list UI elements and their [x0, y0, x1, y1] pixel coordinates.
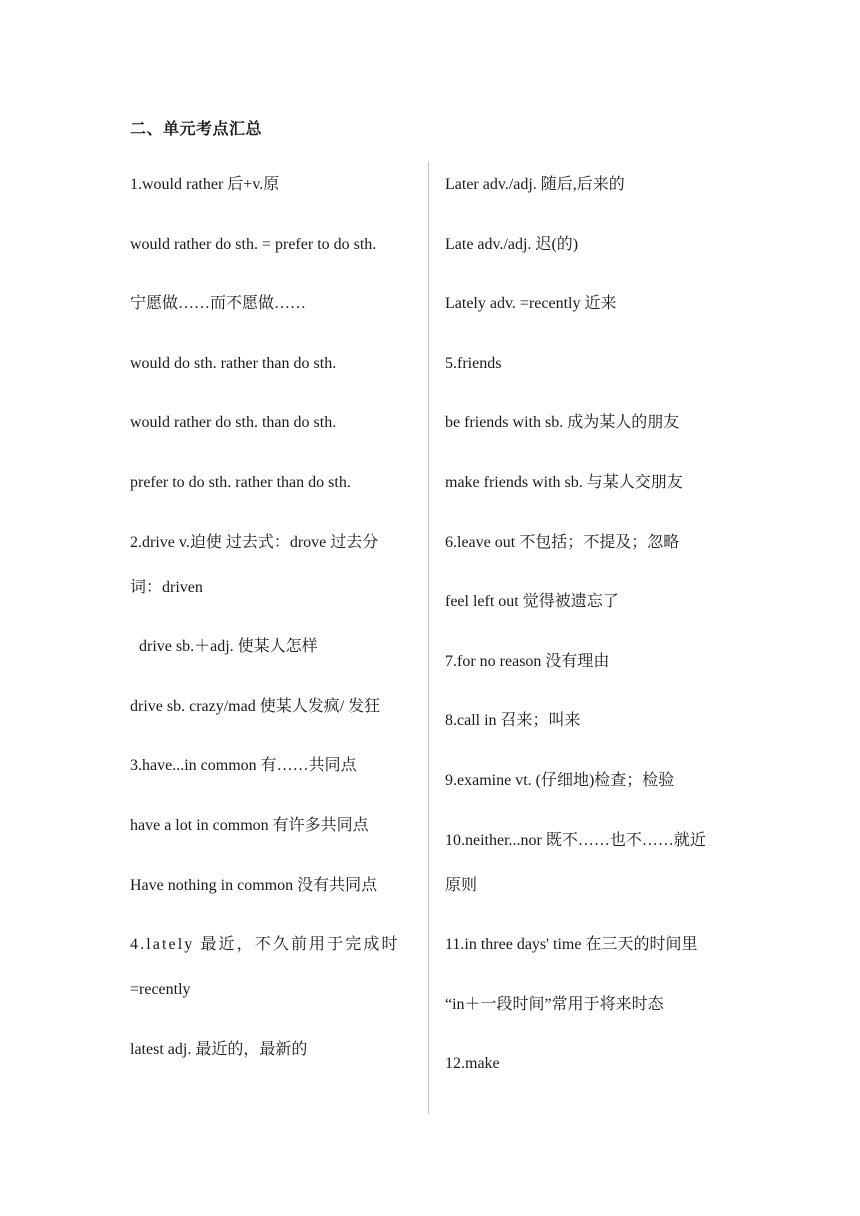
left-line: would do sth. rather than do sth.	[130, 354, 337, 372]
left-entry-14	[130, 1027, 420, 1072]
left-line: would rather do sth. than do sth.	[130, 414, 337, 432]
right-entry-4	[445, 341, 745, 386]
left-entry-1	[130, 162, 420, 207]
right-entry-15	[445, 1041, 745, 1086]
right-entry-13	[445, 922, 745, 967]
left-entry-5	[130, 400, 420, 445]
left-line: 词：driven	[130, 578, 203, 596]
right-line: 12.make	[445, 1055, 500, 1073]
left-entry-11	[130, 803, 420, 848]
right-line: make friends with sb. 与某人交朋友	[445, 473, 683, 491]
right-entry-5	[445, 400, 745, 445]
left-line: drive sb. crazy/mad 使某人发疯/ 发狂	[130, 697, 381, 715]
left-entry-2	[130, 222, 420, 267]
left-entry-8	[130, 624, 420, 669]
left-entry-9	[130, 684, 420, 729]
left-entry-6	[130, 460, 420, 505]
right-line: 8.call in 召来；叫来	[445, 712, 581, 730]
left-entry-12	[130, 863, 420, 908]
left-line: 3.have...in common 有……共同点	[130, 757, 357, 775]
right-line: feel left out 觉得被遗忘了	[445, 593, 619, 611]
left-line: drive sb.＋adj. 使某人怎样	[139, 638, 318, 656]
right-entry-9	[445, 639, 745, 684]
left-entry-7	[130, 520, 420, 610]
column-divider	[428, 162, 429, 1114]
right-entry-6	[445, 460, 745, 505]
right-line: Later adv./adj. 随后,后来的	[445, 176, 625, 193]
right-entry-14	[445, 982, 745, 1027]
right-entry-7	[445, 520, 745, 565]
right-entry-8	[445, 579, 745, 624]
left-line: have a lot in common 有许多共同点	[130, 816, 369, 834]
right-line: Lately adv. =recently 近来	[445, 295, 617, 313]
right-line: Late adv./adj. 迟(的)	[445, 235, 579, 253]
right-column	[445, 162, 745, 1101]
right-entry-2	[445, 222, 745, 267]
right-entry-1	[445, 162, 745, 207]
right-line: 11.in three days' time 在三天的时间里	[445, 936, 698, 954]
right-entry-10	[445, 698, 745, 743]
left-entry-4	[130, 341, 420, 386]
left-line: would rather do sth. = prefer to do sth.	[130, 235, 377, 253]
left-line: latest adj. 最近的，最新的	[130, 1040, 308, 1058]
right-line: 10.neither...nor 既不……也不……就近	[445, 831, 706, 849]
left-line: 2.drive v.迫使 过去式：drove 过去分	[130, 533, 379, 551]
section-heading: 二、单元考点汇总	[130, 119, 263, 138]
right-line: 9.examine vt. (仔细地)检查；检验	[445, 771, 675, 789]
right-entry-3	[445, 281, 745, 326]
left-line: prefer to do sth. rather than do sth.	[130, 473, 351, 491]
right-entry-11	[445, 758, 745, 803]
left-line: 1.would rather 后+v.原	[130, 176, 280, 193]
right-entry-12	[445, 818, 745, 908]
right-line: 6.leave out 不包括；不提及；忽略	[445, 533, 680, 551]
left-entry-3	[130, 281, 420, 326]
right-line: be friends with sb. 成为某人的朋友	[445, 414, 680, 432]
right-line: “in＋一段时间”常用于将来时态	[445, 995, 664, 1013]
right-line: 5.friends	[445, 354, 502, 372]
left-column	[130, 162, 420, 1086]
left-line: =recently	[130, 981, 191, 999]
left-line: Have nothing in common 没有共同点	[130, 876, 378, 894]
left-line: 宁愿做……而不愿做……	[130, 295, 307, 313]
right-line: 7.for no reason 没有理由	[445, 652, 610, 670]
left-entry-10	[130, 743, 420, 788]
left-entry-13	[130, 922, 420, 1012]
left-line: 4.lately 最近，不久前用于完成时	[130, 936, 400, 954]
right-line: 原则	[445, 876, 478, 894]
